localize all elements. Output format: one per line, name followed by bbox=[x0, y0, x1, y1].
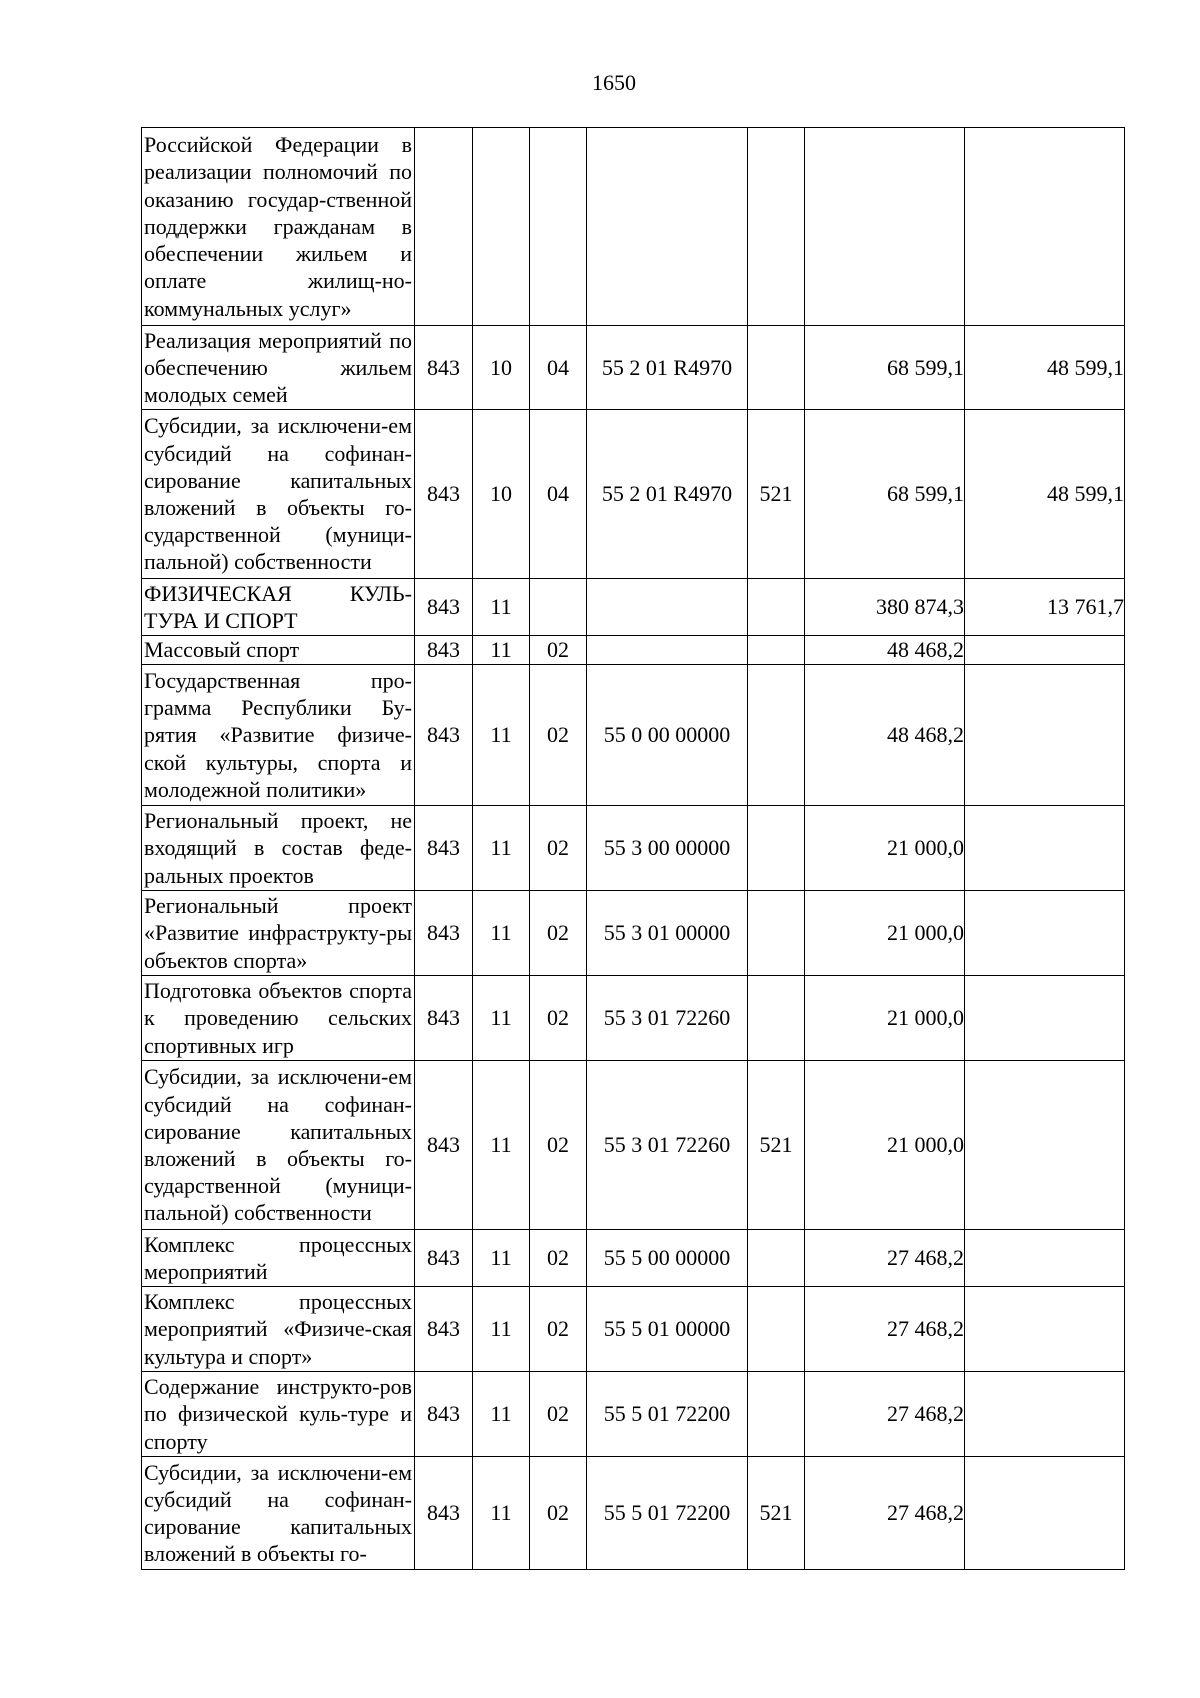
amount-2 bbox=[965, 1061, 1125, 1230]
amount-1: 48 468,2 bbox=[805, 636, 965, 665]
ministry-code: 843 bbox=[415, 891, 473, 976]
target-article-code: 55 5 01 72200 bbox=[587, 1457, 748, 1570]
ministry-code: 843 bbox=[415, 976, 473, 1061]
subsection-code: 02 bbox=[530, 636, 587, 665]
target-article-code: 55 2 01 R4970 bbox=[587, 410, 748, 579]
expense-type-code bbox=[748, 665, 805, 806]
section-code: 11 bbox=[473, 636, 530, 665]
budget-table bbox=[141, 127, 1125, 1570]
row-name: Субсидии, за исключени-ем субсидий на софинан-сирование капитальных вложений в объекты го-сударственной (муници-пальной) собственности bbox=[142, 1061, 415, 1230]
amount-2 bbox=[965, 1230, 1125, 1287]
amount-1: 68 599,1 bbox=[805, 410, 965, 579]
section-code bbox=[473, 128, 530, 326]
expense-type-code bbox=[748, 976, 805, 1061]
row-name: Комплекс процессных мероприятий bbox=[142, 1230, 415, 1287]
subsection-code: 02 bbox=[530, 665, 587, 806]
ministry-code: 843 bbox=[415, 410, 473, 579]
amount-1: 68 599,1 bbox=[805, 326, 965, 410]
target-article-code bbox=[587, 128, 748, 326]
section-code: 10 bbox=[473, 410, 530, 579]
table-row bbox=[142, 665, 1125, 806]
row-name: ФИЗИЧЕСКАЯ КУЛЬ-ТУРА И СПОРТ bbox=[142, 579, 415, 636]
ministry-code: 843 bbox=[415, 326, 473, 410]
amount-1: 21 000,0 bbox=[805, 891, 965, 976]
subsection-code: 04 bbox=[530, 326, 587, 410]
expense-type-code bbox=[748, 128, 805, 326]
table-row bbox=[142, 1230, 1125, 1287]
row-name: Субсидии, за исключени-ем субсидий на софинан-сирование капитальных вложений в объекты го- bbox=[142, 1457, 415, 1570]
subsection-code: 02 bbox=[530, 891, 587, 976]
amount-1: 380 874,3 bbox=[805, 579, 965, 636]
amount-1: 27 468,2 bbox=[805, 1287, 965, 1372]
section-code: 10 bbox=[473, 326, 530, 410]
ministry-code: 843 bbox=[415, 1230, 473, 1287]
expense-type-code bbox=[748, 326, 805, 410]
target-article-code: 55 3 01 00000 bbox=[587, 891, 748, 976]
subsection-code: 04 bbox=[530, 410, 587, 579]
section-code: 11 bbox=[473, 976, 530, 1061]
ministry-code: 843 bbox=[415, 1287, 473, 1372]
amount-2 bbox=[965, 806, 1125, 891]
target-article-code: 55 5 00 00000 bbox=[587, 1230, 748, 1287]
table-row bbox=[142, 891, 1125, 976]
ministry-code: 843 bbox=[415, 1457, 473, 1570]
target-article-code: 55 2 01 R4970 bbox=[587, 326, 748, 410]
amount-2 bbox=[965, 636, 1125, 665]
table-row bbox=[142, 128, 1125, 326]
target-article-code: 55 3 01 72260 bbox=[587, 1061, 748, 1230]
expense-type-code: 521 bbox=[748, 1061, 805, 1230]
table-row bbox=[142, 976, 1125, 1061]
ministry-code: 843 bbox=[415, 579, 473, 636]
row-name: Государственная про-грамма Республики Бу-рятия «Развитие физиче-ской культуры, спорта и молодежной политики» bbox=[142, 665, 415, 806]
amount-2 bbox=[965, 128, 1125, 326]
page-number: 1650 bbox=[592, 70, 636, 95]
subsection-code: 02 bbox=[530, 1061, 587, 1230]
expense-type-code bbox=[748, 891, 805, 976]
row-name: Региональный проект, не входящий в состав феде-ральных проектов bbox=[142, 806, 415, 891]
section-code: 11 bbox=[473, 579, 530, 636]
section-code: 11 bbox=[473, 1372, 530, 1457]
row-name: Подготовка объектов спорта к проведению сельских спортивных игр bbox=[142, 976, 415, 1061]
section-code: 11 bbox=[473, 1287, 530, 1372]
subsection-code: 02 bbox=[530, 1457, 587, 1570]
amount-2 bbox=[965, 976, 1125, 1061]
expense-type-code: 521 bbox=[748, 410, 805, 579]
subsection-code: 02 bbox=[530, 806, 587, 891]
table-row bbox=[142, 579, 1125, 636]
subsection-code: 02 bbox=[530, 1287, 587, 1372]
expense-type-code bbox=[748, 1372, 805, 1457]
row-name: Региональный проект «Развитие инфраструкту-ры объектов спорта» bbox=[142, 891, 415, 976]
ministry-code: 843 bbox=[415, 806, 473, 891]
section-code: 11 bbox=[473, 891, 530, 976]
amount-2 bbox=[965, 891, 1125, 976]
table-row bbox=[142, 1287, 1125, 1372]
amount-2 bbox=[965, 1457, 1125, 1570]
target-article-code bbox=[587, 579, 748, 636]
subsection-code: 02 bbox=[530, 1372, 587, 1457]
ministry-code bbox=[415, 128, 473, 326]
amount-1: 27 468,2 bbox=[805, 1230, 965, 1287]
amount-2 bbox=[965, 665, 1125, 806]
expense-type-code bbox=[748, 1287, 805, 1372]
amount-1 bbox=[805, 128, 965, 326]
amount-1: 21 000,0 bbox=[805, 1061, 965, 1230]
amount-2: 13 761,7 bbox=[965, 579, 1125, 636]
table-row bbox=[142, 636, 1125, 665]
amount-1: 21 000,0 bbox=[805, 976, 965, 1061]
target-article-code: 55 5 01 00000 bbox=[587, 1287, 748, 1372]
amount-2 bbox=[965, 1372, 1125, 1457]
table-row bbox=[142, 326, 1125, 410]
expense-type-code bbox=[748, 636, 805, 665]
section-code: 11 bbox=[473, 1061, 530, 1230]
target-article-code: 55 3 01 72260 bbox=[587, 976, 748, 1061]
row-name: Комплекс процессных мероприятий «Физиче-ская культура и спорт» bbox=[142, 1287, 415, 1372]
amount-1: 21 000,0 bbox=[805, 806, 965, 891]
amount-1: 27 468,2 bbox=[805, 1457, 965, 1570]
table-row bbox=[142, 410, 1125, 579]
subsection-code: 02 bbox=[530, 976, 587, 1061]
table-row bbox=[142, 1061, 1125, 1230]
table-row bbox=[142, 1372, 1125, 1457]
row-name: Субсидии, за исключени-ем субсидий на софинан-сирование капитальных вложений в объекты го-сударственной (муници-пальной) собственности bbox=[142, 410, 415, 579]
target-article-code: 55 0 00 00000 bbox=[587, 665, 748, 806]
amount-1: 48 468,2 bbox=[805, 665, 965, 806]
row-name: Содержание инструкто-ров по физической куль-туре и спорту bbox=[142, 1372, 415, 1457]
target-article-code: 55 3 00 00000 bbox=[587, 806, 748, 891]
expense-type-code bbox=[748, 579, 805, 636]
amount-2 bbox=[965, 1287, 1125, 1372]
expense-type-code bbox=[748, 806, 805, 891]
subsection-code bbox=[530, 128, 587, 326]
amount-1: 27 468,2 bbox=[805, 1372, 965, 1457]
amount-2: 48 599,1 bbox=[965, 326, 1125, 410]
table-row bbox=[142, 1457, 1125, 1570]
target-article-code bbox=[587, 636, 748, 665]
section-code: 11 bbox=[473, 1230, 530, 1287]
section-code: 11 bbox=[473, 1457, 530, 1570]
ministry-code: 843 bbox=[415, 665, 473, 806]
subsection-code bbox=[530, 579, 587, 636]
amount-2: 48 599,1 bbox=[965, 410, 1125, 579]
subsection-code: 02 bbox=[530, 1230, 587, 1287]
ministry-code: 843 bbox=[415, 1372, 473, 1457]
row-name: Российской Федерации в реализации полномочий по оказанию государ-ственной поддержки гражданам в обеспечении жильем и оплате жилищ-но-коммунальных услуг» bbox=[142, 128, 415, 326]
section-code: 11 bbox=[473, 665, 530, 806]
target-article-code: 55 5 01 72200 bbox=[587, 1372, 748, 1457]
expense-type-code: 521 bbox=[748, 1457, 805, 1570]
ministry-code: 843 bbox=[415, 1061, 473, 1230]
table-row bbox=[142, 806, 1125, 891]
section-code: 11 bbox=[473, 806, 530, 891]
expense-type-code bbox=[748, 1230, 805, 1287]
ministry-code: 843 bbox=[415, 636, 473, 665]
row-name: Массовый спорт bbox=[142, 636, 415, 665]
row-name: Реализация мероприятий по обеспечению жильем молодых семей bbox=[142, 326, 415, 410]
